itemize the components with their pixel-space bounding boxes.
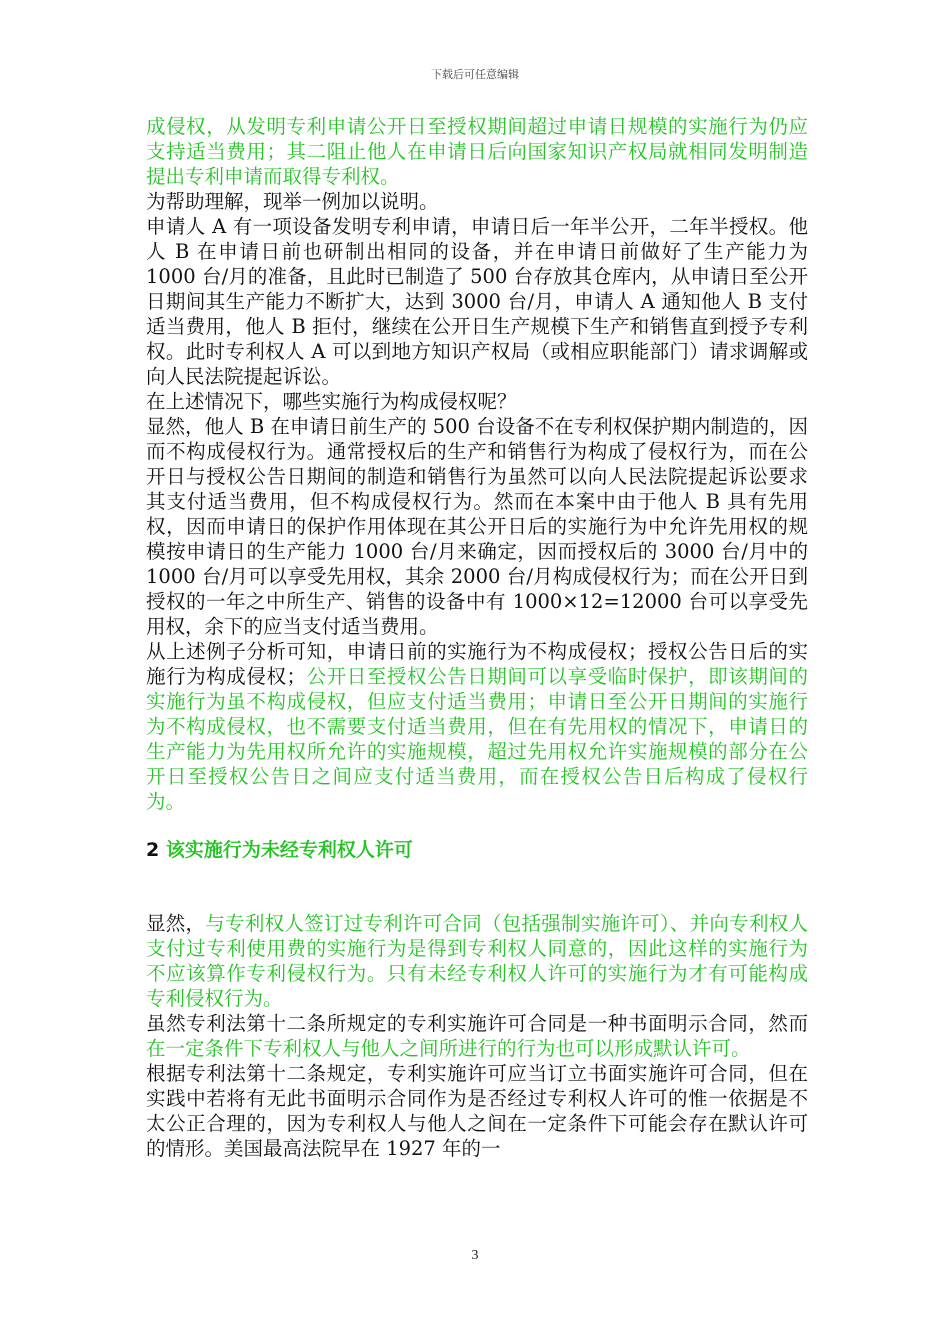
paragraph-text: 显然，他人 B 在申请日前生产的 500 台设备不在专利权保护期内制造的，因而不构成侵权行为。通常授权后的生产和销售行为构成了侵权行为，而在公开日与授权公告日期间的制造和销售行为虽然可以向人民法院提起诉讼要求其支付适当费用，但不构成侵权行为。然而在本案中由于他人 B 具有先用权，因而申请日的保护作用体现在其公开日后的实施行为中允许先用权的规模按申请日的生产能力 1000 台/月来确定，因而授权后的 3000 台/月中的 1000 台/月可以享受先用权，其余 2000 台/月构成侵权行为；而在公开日到授权的一年之中所生产、销售的设备中有 1000×12=12000 台可以享受先用权，余下的应当支付适当费用。 [146,415,808,638]
paragraph-6 [146,639,808,814]
paragraph-8 [146,1011,808,1061]
paragraph-text: 成侵权，从发明专利申请公开日至授权期间超过申请日规模的实施行为仍应支持适当费用；其二阻止他人在申请日后向国家知识产权局就相同发明制造提出专利申请而取得专利权。 [146,115,808,188]
section-number: 2 [146,839,160,861]
page-header: 下载后可任意编辑 [431,68,519,81]
paragraph-text-highlight: 公开日至授权公告日期间可以享受临时保护，即该期间的实施行为虽不构成侵权，但应支付适当费用；申请日至公开日期间的实施行为不构成侵权，也不需要支付适当费用，但在有先用权的情况下，申请日的生产能力为先用权所允许的实施规模，超过先用权允许实施规模的部分在公开日至授权公告日之间应支付适当费用，而在授权公告日后构成了侵权行为。 [146,665,808,813]
document-body [146,114,808,1161]
paragraph-text-highlight: 与专利权人签订过专利许可合同（包括强制实施许可）、并向专利权人支付过专利使用费的实施行为是得到专利权人同意的，因此这样的实施行为不应该算作专利侵权行为。只有未经专利权人许可的实施行为才有可能构成专利侵权行为。 [146,912,808,1010]
paragraph-text: 为帮助理解，现举一例加以说明。 [146,190,439,213]
section-heading [146,838,808,863]
paragraph-text: 根据专利法第十二条规定，专利实施许可应当订立书面实施许可合同，但在实践中若将有无此书面明示合同作为是否经过专利权人许可的惟一依据是不太公正合理的，因为专利权人与他人之间在一定条件下可能会存在默认许可的情形。美国最高法院早在 1927 年的一 [146,1062,808,1160]
paragraph-text: 从上述例子分析可知，申请日前的实施行为不构成侵权；授权公告日后的实施行为构成侵权； [146,640,808,688]
paragraph-5 [146,414,808,639]
paragraph-9 [146,1061,808,1161]
paragraph-3 [146,214,808,389]
paragraph-text: 申请人 A 有一项设备发明专利申请，申请日后一年半公开，二年半授权。他人 B 在申请日前也研制出相同的设备，并在申请日前做好了生产能力为 1000 台/月的准备，且此时已制造了 500 台存放其仓库内，从申请日至公开日期间其生产能力不断扩大，达到 3000 台/月，申请人 A 通知他人 B 支付适当费用，他人 B 拒付，继续在公开日生产规模下生产和销售直到授予专利权。此时专利权人 A 可以到地方知识产权局（或相应职能部门）请求调解或向人民法院提起诉讼。 [146,215,808,388]
paragraph-7 [146,911,808,1011]
paragraph-text-highlight: 在一定条件下专利权人与他人之间所进行的行为也可以形成默认许可。 [146,1037,751,1060]
paragraph-text: 虽然专利法第十二条所规定的专利实施许可合同是一种书面明示合同，然而 [146,1012,808,1035]
paragraph-4 [146,389,808,414]
section-title: 该实施行为未经专利权人许可 [165,839,413,861]
paragraph-2 [146,189,808,214]
paragraph-text: 在上述情况下，哪些实施行为构成侵权呢？ [146,390,517,413]
page-number: 3 [471,1248,479,1263]
paragraph-text: 显然， [146,912,206,935]
paragraph-1 [146,114,808,189]
